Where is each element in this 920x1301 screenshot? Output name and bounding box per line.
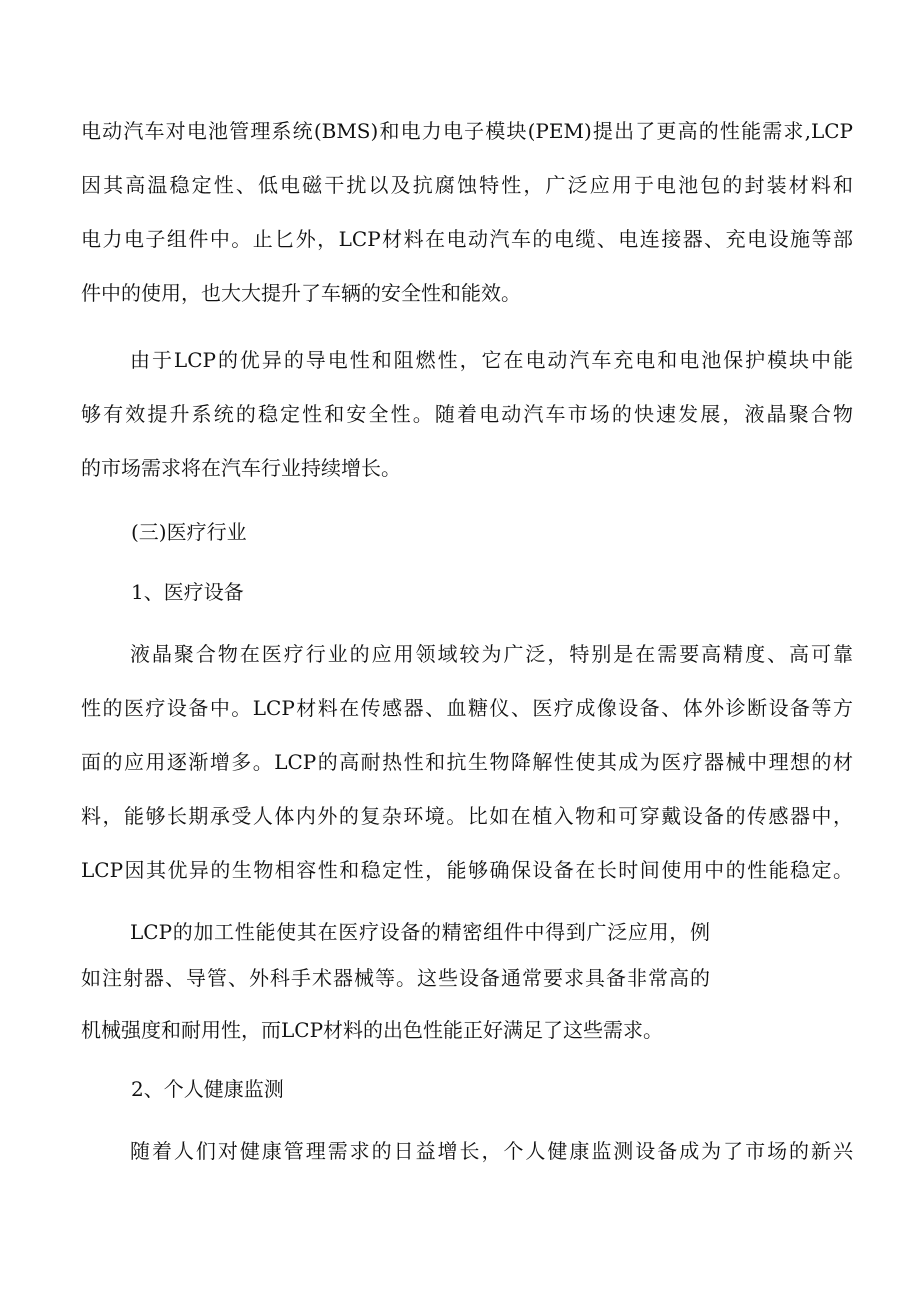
para1-line-4: 件中的使用，也大大提升了车辆的安全性和能效。 [81,281,521,305]
section-heading: (三)医疗行业 [131,520,247,544]
para3-line-1: 液晶聚合物在医疗行业的应用领域较为广泛，特别是在需要高精度、高可靠 [130,642,853,666]
subheading-medical-devices: 1、医疗设备 [131,580,244,604]
para2-line-3: 的市场需求将在汽车行业持续增长。 [81,456,401,480]
para1-line-3: 电力电子组件中。止匕外，LCP材料在电动汽车的电缆、电连接器、充电设施等部 [81,227,853,251]
para2-line-1: 由于LCP的优异的导电性和阻燃性，它在电动汽车充电和电池保护模块中能 [130,348,853,372]
para3-line-2: 性的医疗设备中。LCP材料在传感器、血糖仪、医疗成像设备、体外诊断设备等方 [81,696,853,720]
para5-line-1: 随着人们对健康管理需求的日益增长，个人健康监测设备成为了市场的新兴 [130,1139,853,1163]
para1-line-2: 因其高温稳定性、低电磁干扰以及抗腐蚀特性，广泛应用于电池包的封装材料和 [81,173,853,197]
para4-line-1: LCP的加工性能使其在医疗设备的精密组件中得到广泛应用，例 [130,920,710,944]
subheading-personal-health: 2、个人健康监测 [131,1077,284,1101]
para1-line-1: 电动汽车对电池管理系统(BMS)和电力电子模块(PEM)提出了更高的性能需求,LCP [81,119,853,143]
para3-line-3: 面的应用逐渐增多。LCP的高耐热性和抗生物降解性使其成为医疗器械中理想的材 [81,750,853,774]
para3-line-5: LCP因其优异的生物相容性和稳定性，能够确保设备在长时间使用中的性能稳定。 [81,858,853,882]
para2-line-2: 够有效提升系统的稳定性和安全性。随着电动汽车市场的快速发展，液晶聚合物 [81,402,853,426]
para4-line-2: 如注射器、导管、外科手术器械等。这些设备通常要求具备非常高的 [81,966,710,990]
para3-line-4: 料，能够长期承受人体内外的复杂环境。比如在植入物和可穿戴设备的传感器中， [81,804,853,828]
para4-line-3: 机械强度和耐用性，而LCP材料的出色性能正好满足了这些需求。 [81,1018,664,1042]
